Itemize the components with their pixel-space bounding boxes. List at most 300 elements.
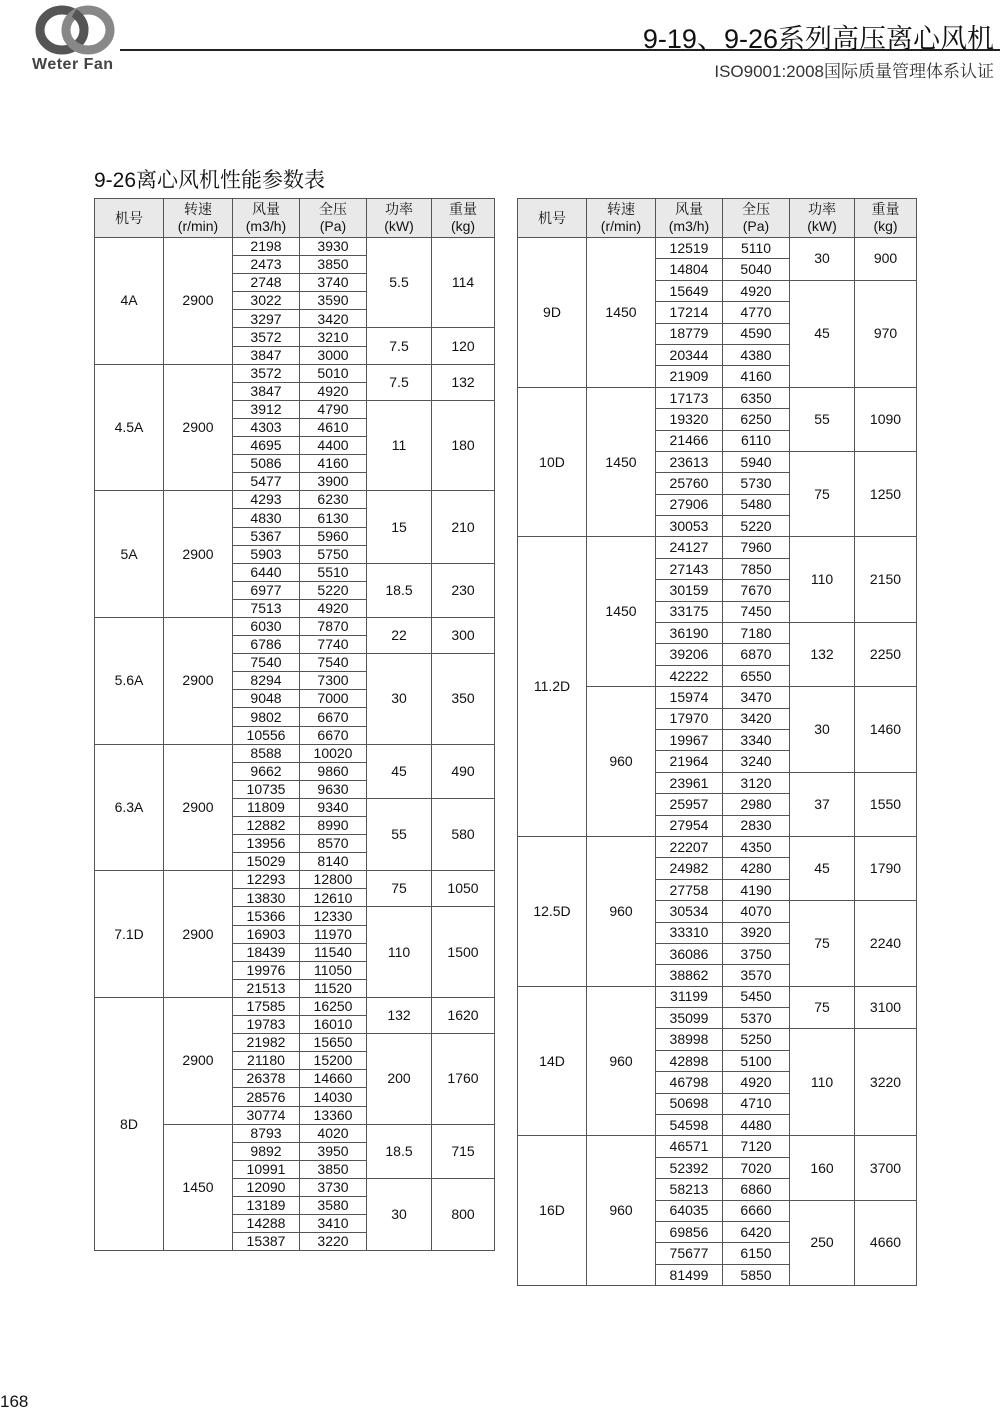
pressure-cell: 4590 [723, 323, 790, 344]
weight-cell: 4660 [855, 1200, 917, 1286]
column-header: 功率 (kW) [790, 199, 855, 238]
pressure-cell: 3580 [300, 1196, 367, 1214]
flow-cell: 19783 [233, 1016, 300, 1034]
power-cell: 75 [367, 871, 432, 907]
weight-cell: 900 [855, 238, 917, 281]
flow-cell: 2473 [233, 256, 300, 274]
pressure-cell: 4070 [723, 901, 790, 922]
flow-cell: 13830 [233, 889, 300, 907]
brand-name: Weter Fan [32, 56, 114, 73]
table-row [95, 364, 495, 382]
power-cell: 45 [790, 836, 855, 900]
flow-cell: 23961 [656, 772, 723, 793]
pressure-cell: 6870 [723, 644, 790, 665]
speed-cell: 2900 [164, 364, 233, 491]
model-cell: 14D [518, 986, 587, 1136]
pressure-cell: 2980 [723, 794, 790, 815]
column-header: 风量 (m3/h) [233, 199, 300, 238]
power-cell: 110 [790, 537, 855, 623]
speed-cell: 960 [587, 1136, 656, 1286]
model-cell: 12.5D [518, 836, 587, 986]
pressure-cell: 6110 [723, 430, 790, 451]
flow-cell: 15387 [233, 1233, 300, 1251]
weight-cell: 800 [432, 1178, 495, 1250]
pressure-cell: 5750 [300, 545, 367, 563]
model-cell: 10D [518, 387, 587, 537]
column-header: 风量 (m3/h) [656, 199, 723, 238]
pressure-cell: 9630 [300, 780, 367, 798]
pressure-cell: 3730 [300, 1178, 367, 1196]
flow-cell: 46571 [656, 1136, 723, 1157]
pressure-cell: 4020 [300, 1124, 367, 1142]
header-row [518, 199, 917, 238]
pressure-cell: 3750 [723, 943, 790, 964]
power-cell: 250 [790, 1200, 855, 1286]
power-cell: 45 [367, 744, 432, 798]
flow-cell: 8588 [233, 744, 300, 762]
table-row [518, 986, 917, 1007]
flow-cell: 5903 [233, 545, 300, 563]
pressure-cell: 4920 [300, 382, 367, 400]
flow-cell: 10991 [233, 1160, 300, 1178]
flow-cell: 20344 [656, 344, 723, 365]
weight-cell: 1620 [432, 997, 495, 1033]
flow-cell: 18779 [656, 323, 723, 344]
pressure-cell: 11520 [300, 979, 367, 997]
pressure-cell: 7740 [300, 636, 367, 654]
flow-cell: 2748 [233, 274, 300, 292]
pressure-cell: 3120 [723, 772, 790, 793]
pressure-cell: 4790 [300, 400, 367, 418]
flow-cell: 17585 [233, 997, 300, 1015]
column-header: 转速 (r/min) [587, 199, 656, 238]
flow-cell: 38862 [656, 965, 723, 986]
speed-cell: 960 [587, 986, 656, 1136]
column-header: 全压 (Pa) [300, 199, 367, 238]
pressure-cell: 4190 [723, 879, 790, 900]
flow-cell: 12293 [233, 871, 300, 889]
pressure-cell: 5480 [723, 494, 790, 515]
pressure-cell: 6550 [723, 665, 790, 686]
flow-cell: 58213 [656, 1179, 723, 1200]
pressure-cell: 5100 [723, 1050, 790, 1071]
pressure-cell: 7020 [723, 1157, 790, 1178]
pressure-cell: 4920 [723, 1072, 790, 1093]
pressure-cell: 5940 [723, 451, 790, 472]
page-number: 168 [0, 1392, 29, 1411]
weight-cell: 1760 [432, 1034, 495, 1124]
model-cell: 11.2D [518, 537, 587, 836]
flow-cell: 23613 [656, 451, 723, 472]
flow-cell: 3022 [233, 292, 300, 310]
power-cell: 160 [790, 1136, 855, 1200]
pressure-cell: 4400 [300, 437, 367, 455]
flow-cell: 8294 [233, 672, 300, 690]
weight-cell: 970 [855, 280, 917, 387]
pressure-cell: 7450 [723, 601, 790, 622]
pressure-cell: 3410 [300, 1215, 367, 1233]
flow-cell: 16903 [233, 925, 300, 943]
pressure-cell: 5040 [723, 259, 790, 280]
table-row [518, 238, 917, 259]
pressure-cell: 5850 [723, 1264, 790, 1285]
pressure-cell: 7670 [723, 580, 790, 601]
pressure-cell: 3850 [300, 1160, 367, 1178]
pressure-cell: 5370 [723, 1008, 790, 1029]
column-header: 机号 [518, 199, 587, 238]
pressure-cell: 5010 [300, 364, 367, 382]
pressure-cell: 7870 [300, 617, 367, 635]
pressure-cell: 3570 [723, 965, 790, 986]
pressure-cell: 8990 [300, 817, 367, 835]
flow-cell: 30159 [656, 580, 723, 601]
power-cell: 22 [367, 617, 432, 653]
flow-cell: 30053 [656, 516, 723, 537]
speed-cell: 2900 [164, 617, 233, 744]
flow-cell: 4695 [233, 437, 300, 455]
flow-cell: 31199 [656, 986, 723, 1007]
weight-cell: 2150 [855, 537, 917, 623]
pressure-cell: 5510 [300, 563, 367, 581]
pressure-cell: 9340 [300, 798, 367, 816]
weight-cell: 230 [432, 563, 495, 617]
pressure-cell: 3740 [300, 274, 367, 292]
power-cell: 75 [790, 451, 855, 537]
speed-cell: 2900 [164, 871, 233, 998]
flow-cell: 10556 [233, 726, 300, 744]
weight-cell: 1460 [855, 687, 917, 773]
weight-cell: 114 [432, 238, 495, 328]
flow-cell: 42898 [656, 1050, 723, 1071]
flow-cell: 69856 [656, 1221, 723, 1242]
pressure-cell: 7120 [723, 1136, 790, 1157]
pressure-cell: 4380 [723, 344, 790, 365]
weight-cell: 1790 [855, 836, 917, 900]
power-cell: 30 [790, 238, 855, 281]
flow-cell: 28576 [233, 1088, 300, 1106]
pressure-cell: 3210 [300, 328, 367, 346]
pressure-cell: 7300 [300, 672, 367, 690]
flow-cell: 25760 [656, 473, 723, 494]
power-cell: 55 [790, 387, 855, 451]
flow-cell: 25957 [656, 794, 723, 815]
pressure-cell: 8140 [300, 853, 367, 871]
flow-cell: 12519 [656, 238, 723, 259]
flow-cell: 3912 [233, 400, 300, 418]
table-row [95, 997, 495, 1015]
power-cell: 5.5 [367, 238, 432, 328]
pressure-cell: 6350 [723, 387, 790, 408]
pressure-cell: 7540 [300, 654, 367, 672]
power-cell: 18.5 [367, 1124, 432, 1178]
power-cell: 30 [790, 687, 855, 773]
table-row [95, 871, 495, 889]
flow-cell: 21909 [656, 366, 723, 387]
pressure-cell: 3920 [723, 922, 790, 943]
power-cell: 15 [367, 491, 432, 563]
weight-cell: 3700 [855, 1136, 917, 1200]
power-cell: 30 [367, 1178, 432, 1250]
flow-cell: 17173 [656, 387, 723, 408]
column-header: 机号 [95, 199, 164, 238]
power-cell: 110 [367, 907, 432, 997]
flow-cell: 33175 [656, 601, 723, 622]
flow-cell: 27758 [656, 879, 723, 900]
weight-cell: 3100 [855, 986, 917, 1029]
pressure-cell: 4610 [300, 418, 367, 436]
pressure-cell: 3340 [723, 729, 790, 750]
table-row [518, 836, 917, 857]
flow-cell: 30774 [233, 1106, 300, 1124]
power-cell: 30 [367, 654, 432, 744]
pressure-cell: 6660 [723, 1200, 790, 1221]
flow-cell: 19967 [656, 729, 723, 750]
pressure-cell: 7180 [723, 623, 790, 644]
weight-cell: 132 [432, 364, 495, 400]
flow-cell: 11809 [233, 798, 300, 816]
pressure-cell: 4160 [723, 366, 790, 387]
power-cell: 45 [790, 280, 855, 387]
model-cell: 7.1D [95, 871, 164, 998]
pressure-cell: 12330 [300, 907, 367, 925]
power-cell: 75 [790, 986, 855, 1029]
pressure-cell: 3420 [300, 310, 367, 328]
flow-cell: 9048 [233, 690, 300, 708]
flow-cell: 38998 [656, 1029, 723, 1050]
flow-cell: 27954 [656, 815, 723, 836]
pressure-cell: 6420 [723, 1221, 790, 1242]
pressure-cell: 4280 [723, 858, 790, 879]
flow-cell: 13189 [233, 1196, 300, 1214]
pressure-cell: 6150 [723, 1243, 790, 1264]
weight-cell: 1050 [432, 871, 495, 907]
flow-cell: 4303 [233, 418, 300, 436]
pressure-cell: 8570 [300, 835, 367, 853]
power-cell: 132 [367, 997, 432, 1033]
pressure-cell: 3470 [723, 687, 790, 708]
pressure-cell: 7850 [723, 558, 790, 579]
flow-cell: 6977 [233, 581, 300, 599]
pressure-cell: 3950 [300, 1142, 367, 1160]
flow-cell: 21982 [233, 1034, 300, 1052]
pressure-cell: 11540 [300, 943, 367, 961]
flow-cell: 15029 [233, 853, 300, 871]
weight-cell: 715 [432, 1124, 495, 1178]
table-row [95, 491, 495, 509]
speed-cell: 960 [587, 687, 656, 837]
flow-cell: 22207 [656, 836, 723, 857]
pressure-cell: 12800 [300, 871, 367, 889]
flow-cell: 8793 [233, 1124, 300, 1142]
pressure-cell: 5250 [723, 1029, 790, 1050]
pressure-cell: 16010 [300, 1016, 367, 1034]
weight-cell: 1550 [855, 772, 917, 836]
pressure-cell: 11970 [300, 925, 367, 943]
weight-cell: 120 [432, 328, 495, 364]
pressure-cell: 6230 [300, 491, 367, 509]
page-subtitle: ISO9001:2008国际质量管理体系认证 [714, 62, 994, 81]
weight-cell: 2250 [855, 623, 917, 687]
flow-cell: 33310 [656, 922, 723, 943]
pressure-cell: 3900 [300, 473, 367, 491]
flow-cell: 5367 [233, 527, 300, 545]
pressure-cell: 5110 [723, 238, 790, 259]
flow-cell: 24982 [656, 858, 723, 879]
model-cell: 16D [518, 1136, 587, 1286]
flow-cell: 75677 [656, 1243, 723, 1264]
flow-cell: 42222 [656, 665, 723, 686]
power-cell: 7.5 [367, 364, 432, 400]
weight-cell: 180 [432, 400, 495, 490]
flow-cell: 3847 [233, 346, 300, 364]
flow-cell: 30534 [656, 901, 723, 922]
pressure-cell: 4920 [723, 280, 790, 301]
flow-cell: 3572 [233, 364, 300, 382]
flow-cell: 21964 [656, 751, 723, 772]
pressure-cell: 3930 [300, 238, 367, 256]
flow-cell: 17214 [656, 302, 723, 323]
speed-cell: 1450 [164, 1124, 233, 1251]
pressure-cell: 3590 [300, 292, 367, 310]
speed-cell: 960 [587, 836, 656, 986]
speed-cell: 2900 [164, 491, 233, 618]
column-header: 重量 (kg) [432, 199, 495, 238]
flow-cell: 13956 [233, 835, 300, 853]
model-cell: 4.5A [95, 364, 164, 491]
model-cell: 8D [95, 997, 164, 1250]
flow-cell: 10735 [233, 780, 300, 798]
flow-cell: 12090 [233, 1178, 300, 1196]
weight-cell: 3220 [855, 1029, 917, 1136]
flow-cell: 54598 [656, 1115, 723, 1136]
power-cell: 18.5 [367, 563, 432, 617]
power-cell: 37 [790, 772, 855, 836]
performance-table-left [94, 198, 495, 1251]
flow-cell: 64035 [656, 1200, 723, 1221]
power-cell: 132 [790, 623, 855, 687]
pressure-cell: 13360 [300, 1106, 367, 1124]
pressure-cell: 4480 [723, 1115, 790, 1136]
weight-cell: 210 [432, 491, 495, 563]
flow-cell: 50698 [656, 1093, 723, 1114]
pressure-cell: 14030 [300, 1088, 367, 1106]
weight-cell: 300 [432, 617, 495, 653]
flow-cell: 19320 [656, 409, 723, 430]
column-header: 全压 (Pa) [723, 199, 790, 238]
flow-cell: 39206 [656, 644, 723, 665]
pressure-cell: 10020 [300, 744, 367, 762]
pressure-cell: 6670 [300, 726, 367, 744]
flow-cell: 9662 [233, 762, 300, 780]
speed-cell: 2900 [164, 744, 233, 871]
pressure-cell: 4350 [723, 836, 790, 857]
flow-cell: 21513 [233, 979, 300, 997]
flow-cell: 17970 [656, 708, 723, 729]
weight-cell: 1250 [855, 451, 917, 537]
model-cell: 5.6A [95, 617, 164, 744]
header-row [95, 199, 495, 238]
flow-cell: 6786 [233, 636, 300, 654]
pressure-cell: 5730 [723, 473, 790, 494]
table-row [95, 238, 495, 256]
pressure-cell: 3000 [300, 346, 367, 364]
pressure-cell: 6250 [723, 409, 790, 430]
flow-cell: 12882 [233, 817, 300, 835]
power-cell: 11 [367, 400, 432, 490]
table-title: 9-26离心风机性能参数表 [94, 169, 326, 192]
flow-cell: 9892 [233, 1142, 300, 1160]
flow-cell: 6030 [233, 617, 300, 635]
performance-table-right [517, 198, 917, 1286]
power-cell: 7.5 [367, 328, 432, 364]
flow-cell: 3847 [233, 382, 300, 400]
table-row [518, 1136, 917, 1157]
pressure-cell: 7960 [723, 537, 790, 558]
pressure-cell: 16250 [300, 997, 367, 1015]
pressure-cell: 7000 [300, 690, 367, 708]
table-row [95, 617, 495, 635]
pressure-cell: 5220 [300, 581, 367, 599]
model-cell: 6.3A [95, 744, 164, 871]
flow-cell: 35099 [656, 1008, 723, 1029]
power-cell: 200 [367, 1034, 432, 1124]
speed-cell: 1450 [587, 537, 656, 687]
flow-cell: 81499 [656, 1264, 723, 1285]
flow-cell: 36086 [656, 943, 723, 964]
flow-cell: 21466 [656, 430, 723, 451]
weight-cell: 1500 [432, 907, 495, 997]
pressure-cell: 6670 [300, 708, 367, 726]
pressure-cell: 4710 [723, 1093, 790, 1114]
pressure-cell: 11050 [300, 961, 367, 979]
weight-cell: 2240 [855, 901, 917, 987]
table-row [518, 537, 917, 558]
model-cell: 9D [518, 238, 587, 388]
flow-cell: 2198 [233, 238, 300, 256]
pressure-cell: 5450 [723, 986, 790, 1007]
speed-cell: 2900 [164, 238, 233, 365]
pressure-cell: 2830 [723, 815, 790, 836]
flow-cell: 3572 [233, 328, 300, 346]
column-header: 重量 (kg) [855, 199, 917, 238]
flow-cell: 26378 [233, 1070, 300, 1088]
flow-cell: 5477 [233, 473, 300, 491]
model-cell: 5A [95, 491, 164, 618]
interlocking-rings-logo [34, 4, 116, 56]
weight-cell: 580 [432, 798, 495, 870]
column-header: 功率 (kW) [367, 199, 432, 238]
flow-cell: 15974 [656, 687, 723, 708]
flow-cell: 19976 [233, 961, 300, 979]
pressure-cell: 4770 [723, 302, 790, 323]
flow-cell: 7513 [233, 599, 300, 617]
page-title: 9-19、9-26系列高压离心风机 [642, 24, 994, 54]
pressure-cell: 9860 [300, 762, 367, 780]
flow-cell: 15649 [656, 280, 723, 301]
flow-cell: 6440 [233, 563, 300, 581]
flow-cell: 27906 [656, 494, 723, 515]
pressure-cell: 4920 [300, 599, 367, 617]
pressure-cell: 3220 [300, 1233, 367, 1251]
pressure-cell: 3420 [723, 708, 790, 729]
pressure-cell: 5220 [723, 516, 790, 537]
flow-cell: 9802 [233, 708, 300, 726]
flow-cell: 24127 [656, 537, 723, 558]
pressure-cell: 14660 [300, 1070, 367, 1088]
pressure-cell: 12610 [300, 889, 367, 907]
flow-cell: 18439 [233, 943, 300, 961]
flow-cell: 4830 [233, 509, 300, 527]
